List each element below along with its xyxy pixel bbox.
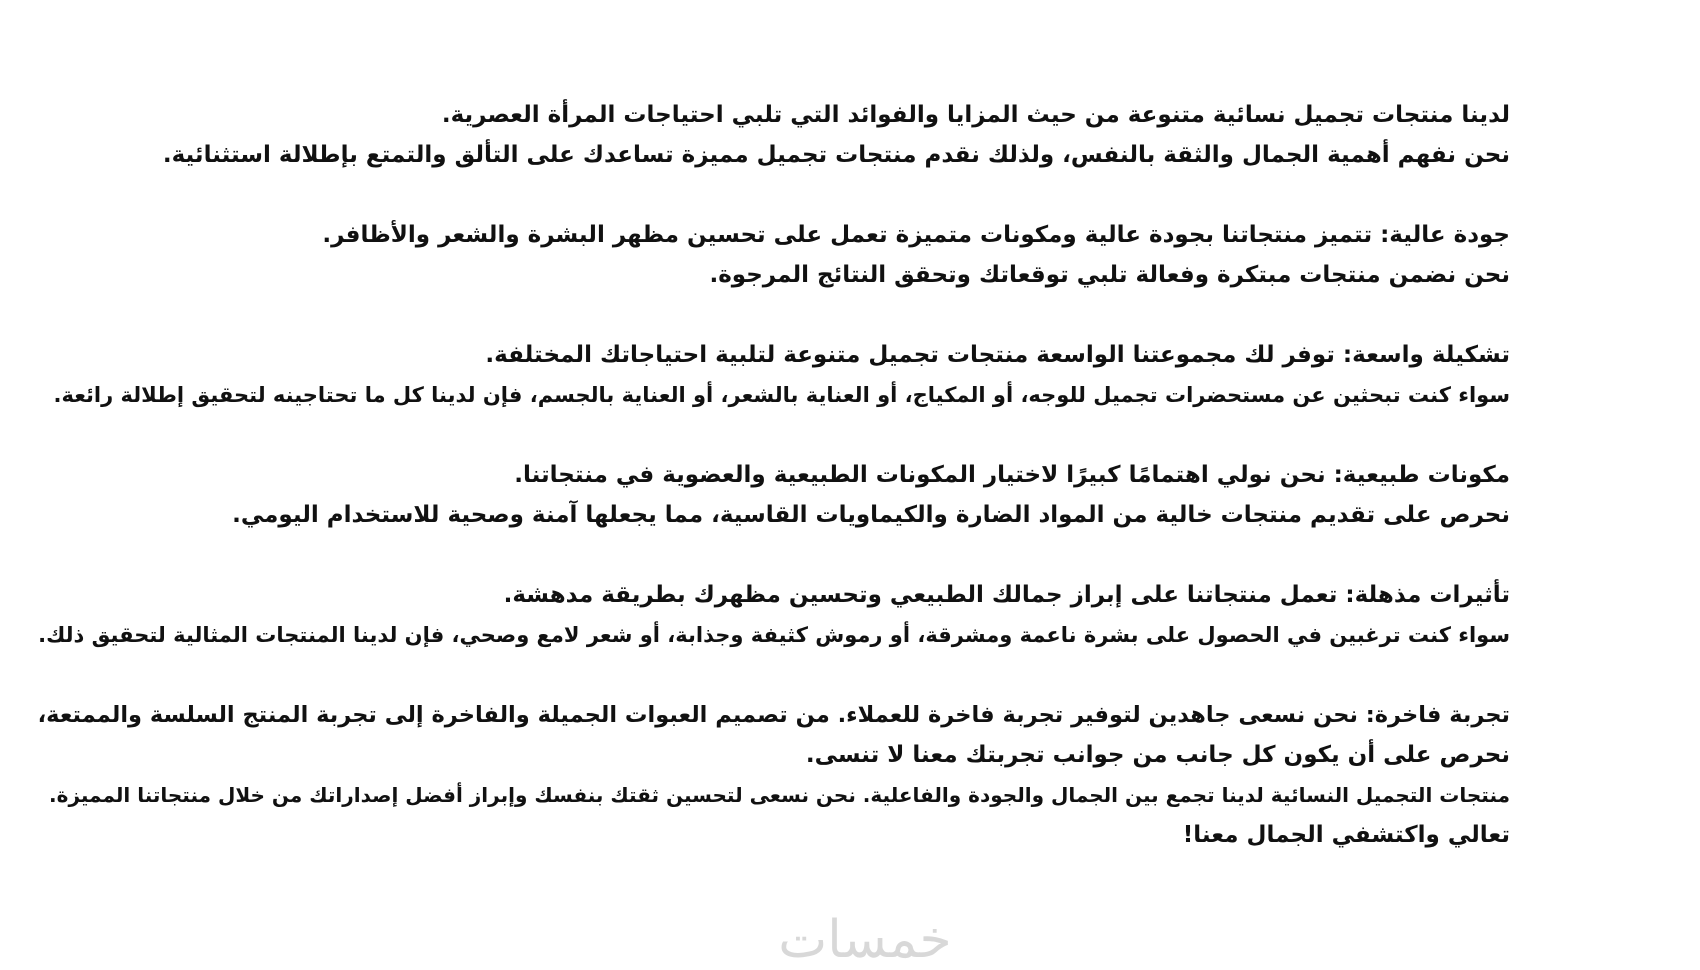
range-line-2: سواء كنت تبحثين عن مستحضرات تجميل للوجه، أو المكياج، أو العناية بالشعر، أو العناية بالجسم، فإن لدينا كل ما تحتاجينه لتحقيق إطلالة رائعة. — [53, 383, 1510, 407]
intro-line-2: نحن نفهم أهمية الجمال والثقة بالنفس، ولذلك نقدم منتجات تجميل مميزة تساعدك على التألق والتمتع بإطلالة استثنائية. — [162, 142, 1510, 168]
site-watermark: خمسات — [778, 910, 952, 970]
luxury-line-3: منتجات التجميل النسائية لدينا تجمع بين الجمال والجودة والفاعلية. نحن نسعى لتحسين ثقتك بنفسك وإبراز أفضل إصداراتك من خلال منتجاتنا المميزة. — [49, 783, 1510, 807]
closing-line: تعالي واكتشفي الجمال معنا! — [1182, 822, 1510, 848]
quality-line-2: نحن نضمن منتجات مبتكرة وفعالة تلبي توقعاتك وتحقق النتائج المرجوة. — [709, 262, 1510, 288]
luxury-line-1: تجربة فاخرة: نحن نسعى جاهدين لتوفير تجربة فاخرة للعملاء. من تصميم العبوات الجميلة والفاخرة إلى تجربة المنتج السلسة والممتعة، — [37, 702, 1510, 728]
natural-line-2: نحرص على تقديم منتجات خالية من المواد الضارة والكيماويات القاسية، مما يجعلها آمنة وصحية للاستخدام اليومي. — [232, 502, 1510, 528]
effects-line-2: سواء كنت ترغبين في الحصول على بشرة ناعمة ومشرقة، أو رموش كثيفة وجذابة، أو شعر لامع وصحي، فإن لدينا المنتجات المثالية لتحقيق ذلك. — [38, 623, 1510, 647]
luxury-line-2: نحرص على أن يكون كل جانب من جوانب تجربتك معنا لا تنسى. — [805, 742, 1510, 768]
effects-line-1: تأثيرات مذهلة: تعمل منتجاتنا على إبراز جمالك الطبيعي وتحسين مظهرك بطريقة مدهشة. — [503, 582, 1510, 608]
intro-line-1: لدينا منتجات تجميل نسائية متنوعة من حيث المزايا والفوائد التي تلبي احتياجات المرأة العصرية. — [441, 102, 1510, 128]
natural-line-1: مكونات طبيعية: نحن نولي اهتمامًا كبيرًا لاختيار المكونات الطبيعية والعضوية في منتجاتنا. — [514, 462, 1510, 488]
quality-line-1: جودة عالية: تتميز منتجاتنا بجودة عالية ومكونات متميزة تعمل على تحسين مظهر البشرة والشعر والأظافر. — [322, 222, 1510, 248]
range-line-1: تشكيلة واسعة: توفر لك مجموعتنا الواسعة منتجات تجميل متنوعة لتلبية احتياجاتك المختلفة. — [485, 342, 1510, 368]
